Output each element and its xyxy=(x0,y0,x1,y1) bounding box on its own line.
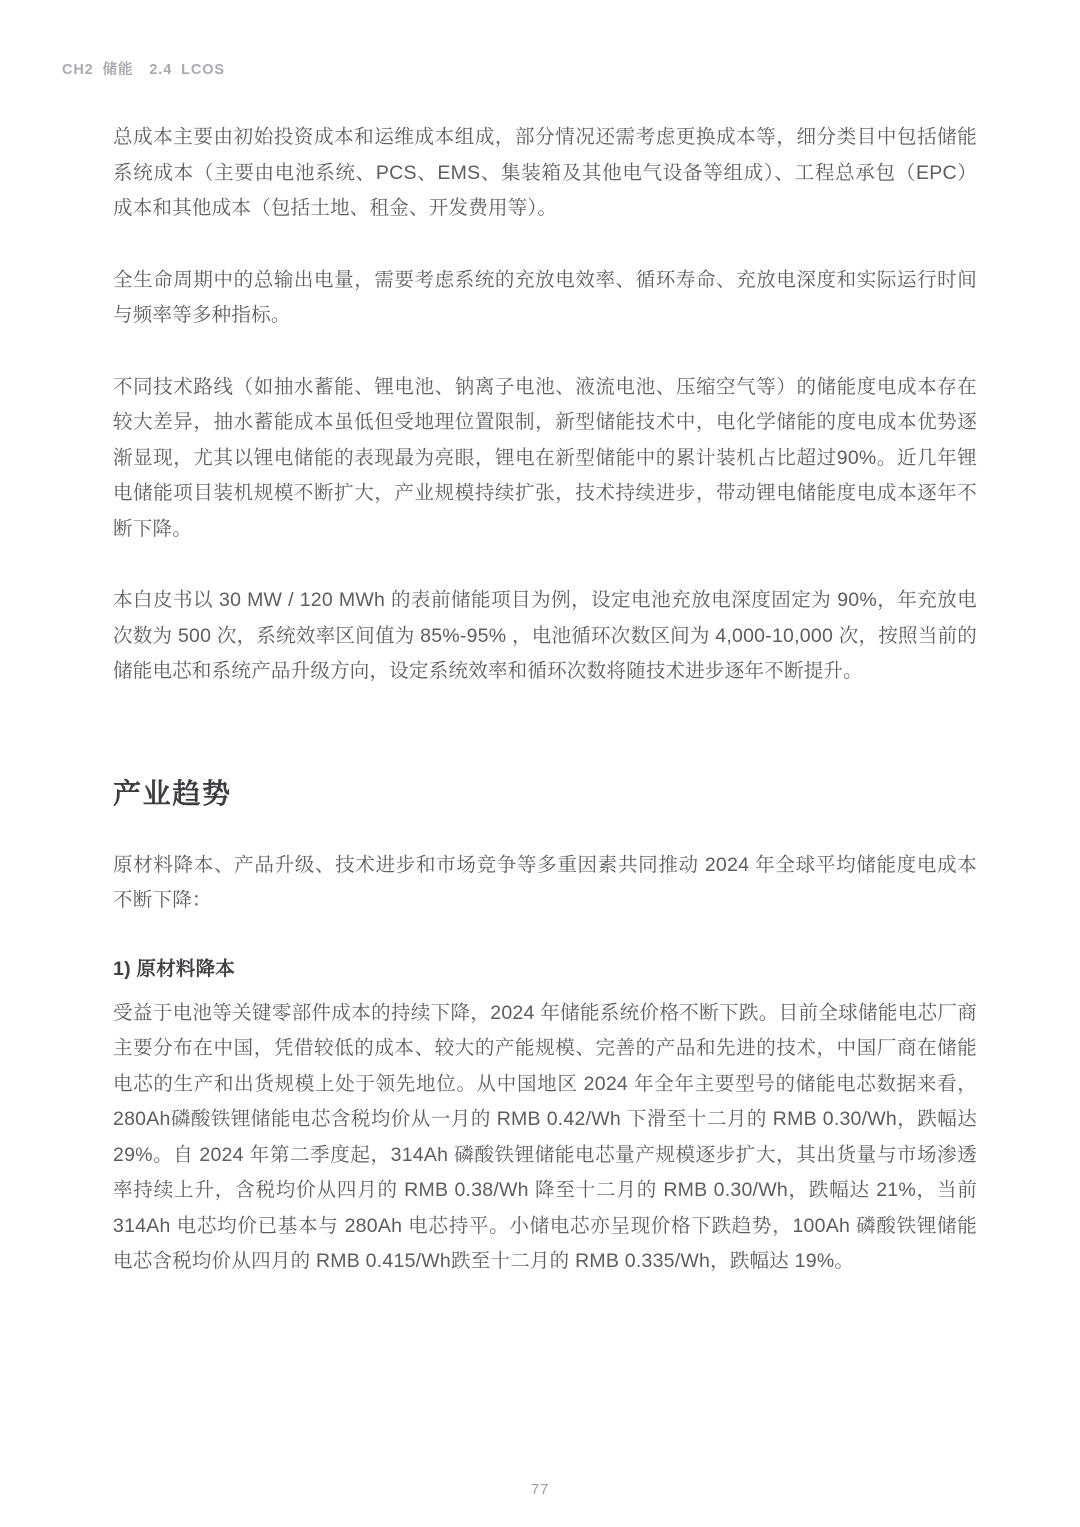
section-spacer xyxy=(113,690,977,774)
paragraph-spacer xyxy=(113,547,977,583)
heading-spacer xyxy=(113,814,977,848)
paragraph-technology-routes: 不同技术路线（如抽水蓄能、锂电池、钠离子电池、液流电池、压缩空气等）的储能度电成本存在较大差异，抽水蓄能成本虽低但受地理位置限制，新型储能技术中，电化学储能的度电成本优势逐渐显现，尤其以锂电储能的表现最为亮眼，锂电在新型储能中的累计装机占比超过90%。近几年锂电储能项目装机规模不断扩大，产业规模持续扩张，技术持续进步，带动锂电储能度电成本逐年不断下降。 xyxy=(113,375,977,540)
running-header-chapter-name: 储能 xyxy=(102,62,134,78)
running-header-section-name: LCOS xyxy=(181,62,225,78)
running-header xyxy=(62,58,225,79)
paragraph-section-intro: 原材料降本、产品升级、技术进步和市场竞争等多重因素共同推动 2024 年全球平均储能度电成本不断下降： xyxy=(113,853,977,911)
paragraph-total-cost: 总成本主要由初始投资成本和运维成本组成，部分情况还需考虑更换成本等，细分类目中包括储能系统成本（主要由电池系统、PCS、EMS、集装箱及其他电气设备等组成）、工程总承包（EPC）成本和其他成本（包括土地、租金、开发费用等）。 xyxy=(113,126,977,219)
running-header-chapter-code: CH2 xyxy=(62,62,94,78)
paragraph-raw-material-cost-reduction: 受益于电池等关键零部件成本的持续下降，2024 年储能系统价格不断下跌。目前全球储能电芯厂商主要分布在中国，凭借较低的成本、较大的产能规模、完善的产品和先进的技术，中国厂商在储能电芯的生产和出货规模上处于领先地位。从中国地区 2024 年全年主要型号的储能电芯数据来看，280Ah磷酸铁锂储能电芯含税均价从一月的 RMB 0.42/Wh 下滑至十二月的 RMB 0.30/Wh，跌幅达 29%。自 2024 年第二季度起，314Ah 磷酸铁锂储能电芯量产规模逐步扩大，其出货量与市场渗透率持续上升，含税均价从四月的 RMB 0.38/Wh 降至十二月的 RMB 0.30/Wh，跌幅达 21%，当前 314Ah 电芯均价已基本与 280Ah 电芯持平。小储电芯亦呈现价格下跌趋势，100Ah 磷酸铁锂储能电芯含税均价从四月的 RMB 0.415/Wh跌至十二月的 RMB 0.335/Wh，跌幅达 19%。 xyxy=(113,1001,977,1272)
section-heading-industry-trends: 产业趋势 xyxy=(113,777,232,809)
paragraph-lifecycle-output: 全生命周期中的总输出电量，需要考虑系统的充放电效率、循环寿命、充放电深度和实际运行时间与频率等多种指标。 xyxy=(113,268,977,326)
running-header-section-number: 2.4 xyxy=(149,62,173,78)
subheading-spacer xyxy=(113,919,977,953)
paragraph-spacer xyxy=(113,334,977,370)
page-number: 77 xyxy=(530,1481,550,1498)
paragraph-whitepaper-assumptions: 本白皮书以 30 MW / 120 MWh 的表前储能项目为例，设定电池充放电深度固定为 90%，年充放电次数为 500 次，系统效率区间值为 85%-95% ，电池循环次数区间为 4,000-10,000 次，按照当前的储能电芯和系统产品升级方向，设定系统效率和循环次数将随技术进步逐年不断提升。 xyxy=(113,589,977,682)
page-content xyxy=(113,120,977,1280)
paragraph-spacer xyxy=(113,227,977,263)
subheading-body-spacer xyxy=(113,986,977,996)
subheading-raw-material-cost-reduction: 1) 原材料降本 xyxy=(113,957,236,980)
